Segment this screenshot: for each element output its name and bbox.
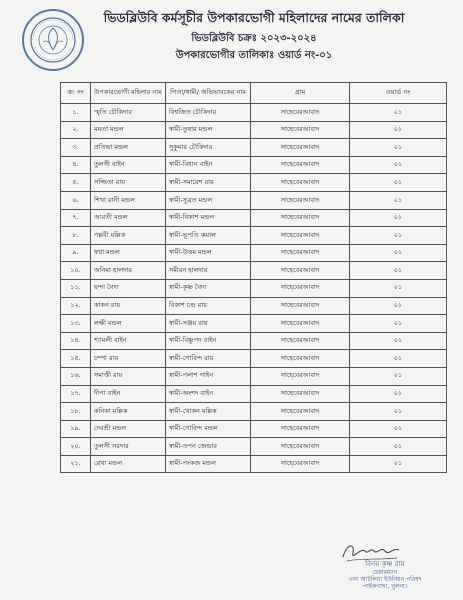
serial-cell: ১৫. <box>61 350 91 368</box>
column-header-serial: ক্র: নং <box>61 83 91 104</box>
guardian-cell: স্বামী-গোবিন্দ মন্ডল <box>166 420 251 438</box>
ward-cell: ০১ <box>350 209 447 227</box>
ward-cell: ০১ <box>350 403 447 421</box>
serial-cell: ৯. <box>61 244 91 262</box>
signatory-designation: চেয়ারম্যান <box>372 569 398 576</box>
table-row <box>61 455 447 473</box>
serial-cell: ১৯. <box>61 420 91 438</box>
ward-cell: ০১ <box>350 191 447 209</box>
name-cell: চম্পা রায় <box>91 350 166 368</box>
serial-cell: ১৮. <box>61 403 91 421</box>
serial-cell: ১২. <box>61 297 91 315</box>
column-header-name: উপকারভোগী মহিলার নাম <box>91 83 166 104</box>
column-header-ward: ওয়ার্ড নং <box>350 83 447 104</box>
ward-cell: ০১ <box>350 174 447 192</box>
guardian-cell: স্বামী-সঞ্জয় রায় <box>166 315 251 333</box>
name-cell: সজ্জিতা রায় <box>91 174 166 192</box>
signature-block <box>315 537 455 597</box>
name-cell: আরতী মন্ডল <box>91 209 166 227</box>
serial-cell: ৩. <box>61 139 91 157</box>
guardian-cell: স্বামী-সমারেশ রায় <box>166 174 251 192</box>
table-row <box>61 315 447 333</box>
table-row <box>61 332 447 350</box>
ward-cell: ০১ <box>350 156 447 174</box>
guardian-cell: স্বামী-খোকন মল্লিক <box>166 403 251 421</box>
village-cell: সাহেবেরআবাদ <box>251 191 350 209</box>
serial-cell: ১৭. <box>61 385 91 403</box>
ward-cell: ০১ <box>350 297 447 315</box>
village-cell: সাহেবেরআবাদ <box>251 297 350 315</box>
page-title: ভিডব্লিউবি কর্মসূচীর উপকারভোগী মহিলাদের নামের তালিকা <box>103 10 405 25</box>
name-cell: অনিমা হালদার <box>91 262 166 280</box>
name-cell: তুলসী বাইন <box>91 156 166 174</box>
table-row <box>61 279 447 297</box>
village-cell: সাহেবেরআবাদ <box>251 315 350 333</box>
table-row <box>61 121 447 139</box>
village-cell: সাহেবেরআবাদ <box>251 455 350 473</box>
table-row <box>61 262 447 280</box>
name-cell: দেবশ্রী মন্ডল <box>91 420 166 438</box>
table-row <box>61 104 447 122</box>
guardian-cell: স্বামী-তপন জেন্ডার <box>166 438 251 456</box>
guardian-cell: স্বামী-সুব্রত মন্ডল <box>166 191 251 209</box>
guardian-cell: বিশ্বজিত চৌকিদার <box>166 104 251 122</box>
column-header-village: গ্রাম <box>251 83 350 104</box>
guardian-cell: স্বামী-বিষ্ণুপদ বাইন <box>166 332 251 350</box>
village-cell: সাহেবেরআবাদ <box>251 227 350 245</box>
name-cell: মমতা মন্ডল <box>91 121 166 139</box>
guardian-cell: স্বামী-গোবিন্দ রায় <box>166 350 251 368</box>
serial-cell: ১৩. <box>61 315 91 333</box>
name-cell: শিখা রানী মন্ডল <box>91 191 166 209</box>
ward-cell: ০১ <box>350 315 447 333</box>
signatory-name: বিনয় কৃষ্ণ রায় <box>365 560 405 568</box>
village-cell: সাহেবেরআবাদ <box>251 104 350 122</box>
serial-cell: ৫. <box>61 174 91 192</box>
serial-cell: ১৪. <box>61 332 91 350</box>
table-row <box>61 227 447 245</box>
village-cell: সাহেবেরআবাদ <box>251 350 350 368</box>
serial-cell: ১০. <box>61 262 91 280</box>
village-cell: সাহেবেরআবাদ <box>251 139 350 157</box>
ward-cell: ০১ <box>350 350 447 368</box>
guardian-cell: স্বামী-কৃষ্ণ বৈদ্য <box>166 279 251 297</box>
table-row <box>61 420 447 438</box>
serial-cell: ১১. <box>61 279 91 297</box>
serial-cell: ২১. <box>61 455 91 473</box>
serial-cell: ২. <box>61 121 91 139</box>
ward-cell: ০১ <box>350 244 447 262</box>
table-row <box>61 438 447 456</box>
name-cell: লক্ষী মন্ডল <box>91 315 166 333</box>
name-cell: ছন্দা বৈদ্য <box>91 279 166 297</box>
government-seal-icon <box>22 9 84 71</box>
table-row <box>61 385 447 403</box>
serial-cell: ৬. <box>61 191 91 209</box>
table-row <box>61 156 447 174</box>
guardian-cell: স্বামী-তুষার মন্ডল <box>166 121 251 139</box>
signatory-address: পাইকগাছা, খুলনা। <box>363 583 407 590</box>
beneficiary-table <box>60 82 447 473</box>
guardian-cell: স্বামী-অংশদ বাইন <box>166 385 251 403</box>
ward-title: উপকারভোগীর তালিকাঃ ওয়ার্ড নং-০১ <box>175 50 333 61</box>
table-row <box>61 209 447 227</box>
ward-cell: ০১ <box>350 420 447 438</box>
name-cell: কনিকা মল্লিক <box>91 403 166 421</box>
table-row <box>61 297 447 315</box>
guardian-cell: বিকাশ চন্দ্র রায় <box>166 297 251 315</box>
ward-cell: ০১ <box>350 139 447 157</box>
ward-cell: ০১ <box>350 121 447 139</box>
cycle-line: ভিডব্লিউবি চক্রঃ ২০২৩-২০২৪ <box>191 33 317 44</box>
guardian-cell: স্বামী-উত্তম মন্ডল <box>166 244 251 262</box>
village-cell: সাহেবেরআবাদ <box>251 174 350 192</box>
ward-cell: ০১ <box>350 455 447 473</box>
table-row <box>61 244 447 262</box>
ward-cell: ০১ <box>350 279 447 297</box>
guardian-cell: স্বামী-বিকাশ মন্ডল <box>166 209 251 227</box>
serial-cell: ১৬. <box>61 367 91 385</box>
name-cell: তুলসী সরদার <box>91 438 166 456</box>
ward-cell: ০১ <box>350 438 447 456</box>
serial-cell: ১. <box>61 104 91 122</box>
ward-cell: ০১ <box>350 227 447 245</box>
guardian-cell: সমীরন হালদার <box>166 262 251 280</box>
table-header-row <box>61 83 447 104</box>
signatory-office: ৩নং আটলিয়া ইউনিয়ন পরিষদ <box>348 576 422 583</box>
guardian-cell: স্বামী-বিধান বাইন <box>166 156 251 174</box>
ward-cell: ০১ <box>350 385 447 403</box>
name-cell: সমাপ্তী রায় <box>91 367 166 385</box>
serial-cell: ২০. <box>61 438 91 456</box>
table-row <box>61 367 447 385</box>
village-cell: সাহেবেরআবাদ <box>251 121 350 139</box>
guardian-cell: স্বামী-ভূপতি কয়াল <box>166 227 251 245</box>
column-header-guardian: পিতা/স্বামী/ অভিভাবকের নাম <box>166 83 251 104</box>
name-cell: দীপা বাইন <box>91 385 166 403</box>
village-cell: সাহেবেরআবাদ <box>251 244 350 262</box>
village-cell: সাহেবেরআবাদ <box>251 262 350 280</box>
table-row <box>61 174 447 192</box>
village-cell: সাহেবেরআবাদ <box>251 420 350 438</box>
name-cell: স্মৃতি চৌকিদার <box>91 104 166 122</box>
village-cell: সাহেবেরআবাদ <box>251 438 350 456</box>
ward-cell: ০১ <box>350 262 447 280</box>
table-row <box>61 403 447 421</box>
ward-cell: ০১ <box>350 332 447 350</box>
guardian-cell: স্বামী-পংকজ মন্ডল <box>166 455 251 473</box>
name-cell: পল্লবী মল্লিক <box>91 227 166 245</box>
ward-cell: ০১ <box>350 104 447 122</box>
ward-cell: ০১ <box>350 367 447 385</box>
village-cell: সাহেবেরআবাদ <box>251 385 350 403</box>
name-cell: কাকন রায় <box>91 297 166 315</box>
table-row <box>61 350 447 368</box>
village-cell: সাহেবেরআবাদ <box>251 279 350 297</box>
village-cell: সাহেবেরআবাদ <box>251 403 350 421</box>
table-body <box>61 104 447 473</box>
village-cell: সাহেবেরআবাদ <box>251 156 350 174</box>
guardian-cell: সুকুমার চৌকিদার <box>166 139 251 157</box>
village-cell: সাহেবেরআবাদ <box>251 209 350 227</box>
table-row <box>61 139 447 157</box>
village-cell: সাহেবেরআবাদ <box>251 367 350 385</box>
village-cell: সাহেবেরআবাদ <box>251 332 350 350</box>
name-cell: প্রতিভা মন্ডল <box>91 139 166 157</box>
serial-cell: ৭. <box>61 209 91 227</box>
serial-cell: ৮. <box>61 227 91 245</box>
table-row <box>61 191 447 209</box>
name-cell: শ্যামলী বাইন <box>91 332 166 350</box>
guardian-cell: স্বামী-পলাশ গাইন <box>166 367 251 385</box>
serial-cell: ৪. <box>61 156 91 174</box>
name-cell: রেখা মন্ডল <box>91 455 166 473</box>
name-cell: স্বপ্না মন্ডল <box>91 244 166 262</box>
